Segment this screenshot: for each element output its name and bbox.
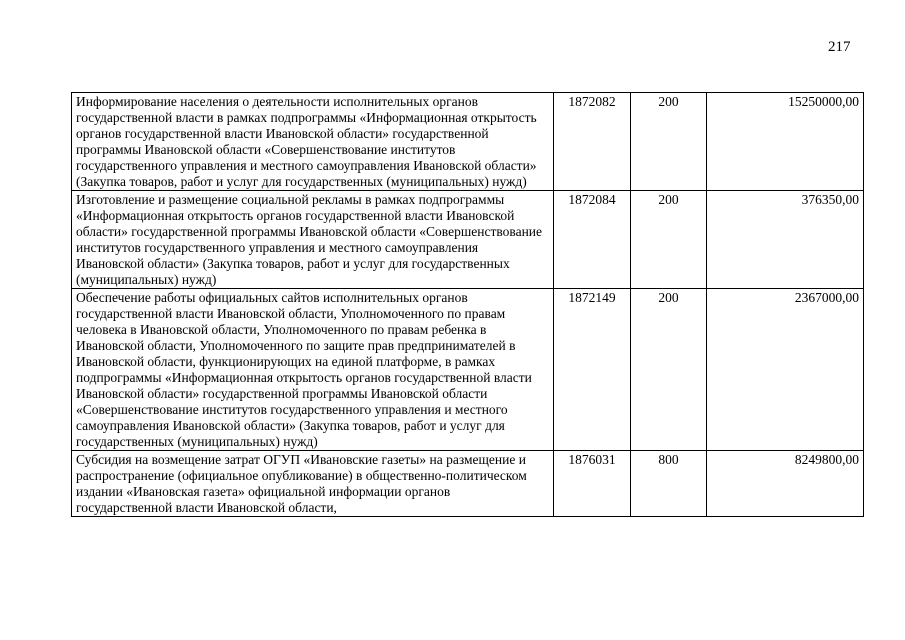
row-description: Изготовление и размещение социальной рекламы в рамках подпрограммы «Информационная открытость органов государственной власти Ивановской области» государственной программы Ивановской области «Совершенствование институтов государственного управления и местного самоуправления Ивановской области» (Закупка товаров, работ и услуг для государственных (муниципальных) нужд) xyxy=(72,191,554,289)
row-description: Информирование населения о деятельности исполнительных органов государственной власти в рамках подпрограммы «Информационная открытость органов государственной власти Ивановской области» государственной программы Ивановской области «Совершенствование институтов государственного управления и местного самоуправления Ивановской области» (Закупка товаров, работ и услуг для государственных (муниципальных) нужд) xyxy=(72,93,554,191)
row-amount: 15250000,00 xyxy=(707,93,864,191)
row-target-code: 1876031 xyxy=(554,451,631,517)
row-description: Субсидия на возмещение затрат ОГУП «Ивановские газеты» на размещение и распространение (официальное опубликование) в общественно-политическом издании «Ивановская газета» официальной информации органов государственной власти Ивановской области, xyxy=(72,451,554,517)
table-row xyxy=(72,191,864,289)
row-expense-type: 200 xyxy=(631,191,707,289)
table-row xyxy=(72,289,864,451)
budget-table xyxy=(71,92,864,517)
row-amount: 376350,00 xyxy=(707,191,864,289)
row-target-code: 1872084 xyxy=(554,191,631,289)
row-amount: 2367000,00 xyxy=(707,289,864,451)
row-target-code: 1872149 xyxy=(554,289,631,451)
row-amount: 8249800,00 xyxy=(707,451,864,517)
row-expense-type: 200 xyxy=(631,289,707,451)
row-target-code: 1872082 xyxy=(554,93,631,191)
table-row xyxy=(72,93,864,191)
row-expense-type: 200 xyxy=(631,93,707,191)
page-number: 217 xyxy=(828,39,851,55)
row-description: Обеспечение работы официальных сайтов исполнительных органов государственной власти Ивановской области, Уполномоченного по правам человека в Ивановской области, Уполномоченного по правам ребенка в Ивановской области, Уполномоченного по защите прав предпринимателей в Ивановской области, функционирующих на единой платформе, в рамках подпрограммы «Информационная открытость органов государственной власти Ивановской области» государственной программы Ивановской области «Совершенствование институтов государственного управления и местного самоуправления Ивановской области» (Закупка товаров, работ и услуг для государственных (муниципальных) нужд) xyxy=(72,289,554,451)
row-expense-type: 800 xyxy=(631,451,707,517)
table-row xyxy=(72,451,864,517)
